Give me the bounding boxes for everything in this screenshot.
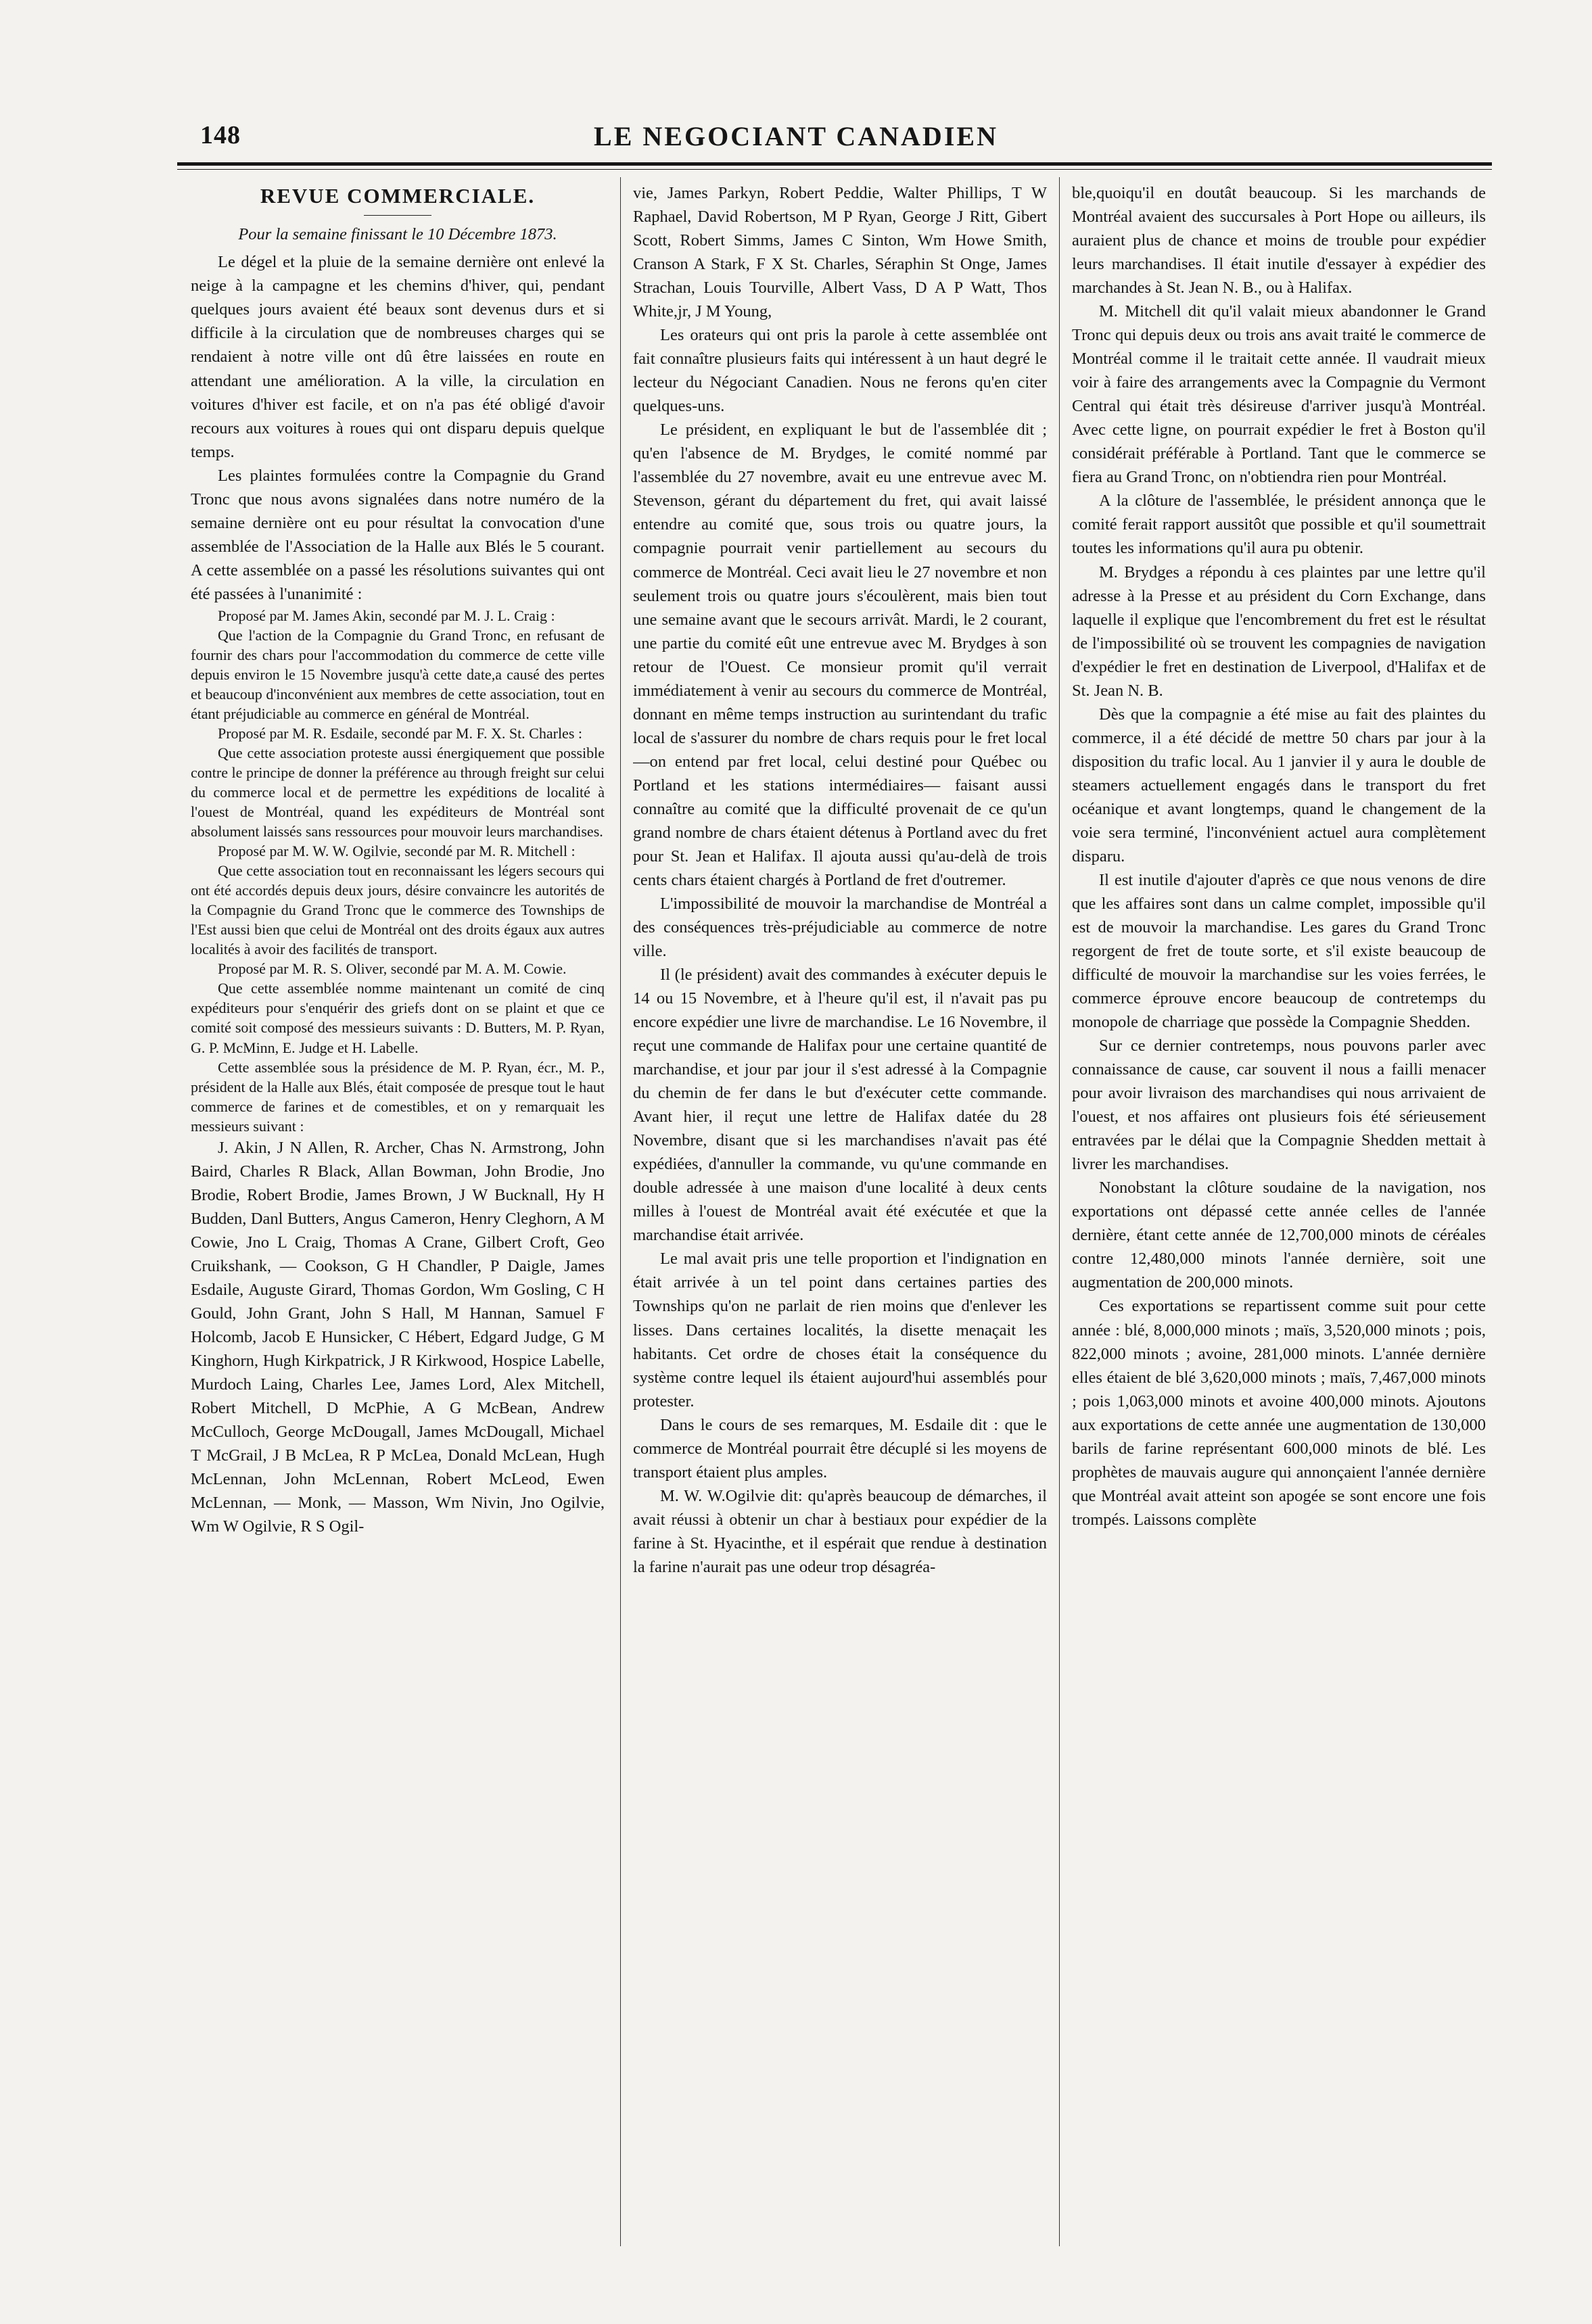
column-2-body xyxy=(633,181,1047,1579)
paragraph: Le dégel et la pluie de la semaine dernière ont enlevé la neige à la campagne et les chemins d'hiver, qui, pendant quelques jours avaient été beaux sont devenus durs et si difficile à la circulation que de nombreuses charges qui se rendaient à notre ville ont dû être laissées en route en attendant une amélioration. A la ville, la circulation en voitures d'hiver est facile, et on n'a pas été obligé d'avoir recours aux voitures à roues qui ont disparu depuis quelque temps. xyxy=(191,253,605,461)
paragraph: Proposé par M. R. Esdaile, secondé par M. F. X. St. Charles : xyxy=(218,725,582,742)
paragraph: Que cette association tout en reconnaissant les légers secours qui ont été accordés depuis deux jours, désire convaincre les autorités de la Compagnie du Grand Tronc que le commerce des Townships de l'Est aussi bien que celui de Montréal ont des droits égaux aux autres localités à avoir des facilités de transport. xyxy=(191,862,605,958)
paragraph: Proposé par M. James Akin, secondé par M. J. L. Craig : xyxy=(218,607,555,624)
paragraph: A la clôture de l'assemblée, le président annonça que le comité ferait rapport aussitôt que possible et qu'il soumettrait toutes les informations qu'il aura pu obtenir. xyxy=(1072,492,1486,558)
page-number: 148 xyxy=(200,121,241,149)
paragraph: Ces exportations se repartissent comme suit pour cette année : blé, 8,000,000 minots ; maïs, 3,520,000 minots ; pois, 822,000 minots ; avoine, 281,000 minots. L'année dernière elles étaient de blé 3,620,000 minots ; maïs, 7,467,000 minots ; pois 1,063,000 minots et avoine 400,000 minots. Ajoutons aux exportations de cette année une augmentation de 130,000 barils de farine représentant 600,000 minots de blé. Les prophètes de mauvais augure qui annonçaient l'année dernière que Montréal avait atteint son apogée se sont encore une fois trompés. Laissons complète xyxy=(1072,1297,1486,1529)
paragraph: Proposé par M. W. W. Ogilvie, secondé par M. R. Mitchell : xyxy=(218,843,576,860)
paragraph: J. Akin, J N Allen, R. Archer, Chas N. Armstrong, John Baird, Charles R Black, Allan Bowman, John Brodie, Jno Brodie, Robert Brodie, James Brown, J W Bucknall, Hy H Budden, Danl Butters, Angus Cameron, Henry Cleghorn, A M Cowie, Jno L Craig, Thomas A Crane, Gilbert Croft, Geo Cruikshank, — Cookson, G H Chandler, P Daigle, James Esdaile, Auguste Girard, Thomas Gordon, Wm Gosling, C H Gould, John Grant, John S Hall, M Hannan, Samuel F Holcomb, Jacob E Hunsicker, C Hébert, Edgard Judge, G M Kinghorn, Hugh Kirkpatrick, J R Kirkwood, Hospice Labelle, Murdoch Laing, Charles Lee, James Lord, Alex Mitchell, Robert Mitchell, D McPhie, A G McBean, Andrew McCulloch, George McDougall, James McDougall, Michael T McGrail, J B McLea, R P McLea, Donald McLean, Hugh McLennan, John McLennan, Robert McLeod, Ewen McLennan, — Monk, — Masson, Wm Nivin, Jno Ogilvie, Wm W Ogilvie, R S Ogil- xyxy=(191,1138,605,1536)
paragraph: vie, James Parkyn, Robert Peddie, Walter Phillips, T W Raphael, David Robertson, M P Ryan, George J Ritt, Gibert Scott, Robert Simms, James C Sinton, Wm Howe Smith, Cranson A Stark, F X St. Charles, Séraphin St Onge, James Strachan, Louis Tourville, Albert Vass, D A P Watt, Thos White,jr, J M Young, xyxy=(633,184,1047,321)
title-rule xyxy=(364,215,431,216)
paragraph: ble,quoiqu'il en doutât beaucoup. Si les marchands de Montréal avaient des succursales à Port Hope ou ailleurs, ils auraient plus de chance et moins de trouble pour expédier leurs marchandises. Il était inutile d'essayer à expédier des marchandes à St. Jean N. B., ou à Halifax. xyxy=(1072,184,1486,298)
paragraph: Dès que la compagnie a été mise au fait des plaintes du commerce, il a été décidé de mettre 50 chars par jour à la disposition du trafic local. Au 1 janvier il y aura le double de steamers actuellement engagés dans le transport du fret océanique et avant longtemps, quand le changement de la voie sera terminé, l'inconvénient actuel aura complètement disparu. xyxy=(1072,705,1486,865)
column-2 xyxy=(633,181,1047,2250)
paragraph: M. W. W.Ogilvie dit: qu'après beaucoup de démarches, il avait réussi à obtenir un char à bestiaux pour expédier de la farine à St. Hyacinthe, et il espérait que rendue à destination la farine n'aurait pas une odeur trop désagréa- xyxy=(633,1486,1047,1576)
column-1-body xyxy=(191,250,605,1538)
paragraph: L'impossibilité de mouvoir la marchandise de Montréal a des conséquences très-préjudiciable au commerce de notre ville. xyxy=(633,894,1047,960)
paragraph: Proposé par M. R. S. Oliver, secondé par M. A. M. Cowie. xyxy=(218,960,567,978)
paragraph: Le mal avait pris une telle proportion et l'indignation en était arrivée à un tel point dans certaines parties des Townships qu'on ne parlait de rien moins que d'enlever les lisses. Dans certaines localités, la disette menaçait les habitants. Cet ordre de choses était la conséquence du système contre lequel ils étaient aujourd'hui assemblés pour protester. xyxy=(633,1250,1047,1410)
paragraph: Sur ce dernier contretemps, nous pouvons parler avec connaissance de cause, car souvent il nous a failli menacer pour avoir livraison des marchandises qui nous arrivaient de l'ouest, et nos affaires ont plusieurs fois été sérieusement entravées par le délai que la Compagnie Shedden mettait à livrer les marchandises. xyxy=(1072,1037,1486,1174)
section-title: REVUE COMMERCIALE. xyxy=(260,184,536,208)
column-3 xyxy=(1072,181,1486,2250)
column-divider xyxy=(620,177,621,2246)
paragraph: Dans le cours de ses remarques, M. Esdaile dit : que le commerce de Montréal pourrait être décuplé si les moyens de transport étaient plus amples. xyxy=(633,1415,1047,1481)
masthead: LE NEGOCIANT CANADIEN xyxy=(594,121,998,151)
paragraph: M. Brydges a répondu à ces plaintes par une lettre qu'il adresse à la Presse et au président du Corn Exchange, dans laquelle il explique que l'encombrement du fret est le résultat de l'impossibilité où se trouvent les compagnies de navigation d'expédier le fret en destination de Liverpool, d'Halifax et de St. Jean N. B. xyxy=(1072,563,1486,700)
dateline: Pour la semaine finissant le 10 Décembre 1873. xyxy=(238,225,557,244)
paragraph: Il (le président) avait des commandes à exécuter depuis le 14 ou 15 Novembre, et à l'heure qu'il est, il n'avait pas pu encore expédier une livre de marchandise. Le 16 Novembre, il reçut une commande de Halifax pour une certaine quantité de marchandise, et jour par jour il s'est adressé à la Compagnie du chemin de fer dans le but d'exécuter cette commande. Avant hier, il reçut une lettre de Halifax datée du 28 Novembre, disant que si les marchandises n'avait pas été expédiées, d'annuller la commande, vu qu'une commande en double adressée à une maison d'une localité à deux cents milles à l'ouest de Montréal avait été exécutée et que la marchandise était arrivée. xyxy=(633,966,1047,1245)
column-3-body xyxy=(1072,181,1486,1532)
paragraph: Le président, en expliquant le but de l'assemblée dit ; qu'en l'absence de M. Brydges, le comité nommé par l'assemblée du 27 novembre, avait eu une entrevue avec M. Stevenson, gérant du département du fret, qui avait laissé entendre au comité que, sous trois ou quatre jours, la compagnie pourrait venir partiellement au secours du commerce de Montréal. Ceci avait lieu le 27 novembre et non seulement trois ou quatre jours s'écoulèrent, mais bien tout une semaine avant que le secours arrivât. Mardi, le 2 courant, une partie du comité eût une entrevue avec M. Brydges à son retour de l'Ouest. Ce monsieur promit qu'il verrait immédiatement à venir au secours du commerce de Montréal, donnant en même temps instruction au surintendant du trafic local de s'assurer du nombre de chars requis pour le fret local—on entend par fret local, celui destiné pour Québec ou Portland et les stations intermédiaires— faisant aussi connaître au comité que la difficulté provenait de ce qu'un grand nombre de chars étaient détenus à Portland avec du fret pour St. Jean et Halifax. Il ajouta aussi qu'au-delà de trois cents chars étaient chargés à Portland de fret d'outremer. xyxy=(633,421,1047,889)
paragraph: Que cette assemblée nomme maintenant un comité de cinq expéditeurs pour s'enquérir des griefs dont on se plaint et que ce comité soit composé des messieurs suivants : D. Butters, M. P. Ryan, G. P. McMinn, E. Judge et H. Labelle. xyxy=(191,980,605,1056)
paragraph: Que cette association proteste aussi énergiquement que possible contre le principe de donner la préférence au through freight sur celui du commerce local et de permettre les expéditions de localité à l'ouest de Montréal, quand les expéditeurs de Montréal sont absolument laissés sans ressources pour mouvoir leurs marchandises. xyxy=(191,744,605,840)
paragraph: Que l'action de la Compagnie du Grand Tronc, en refusant de fournir des chars pour l'accommodation du commerce de cette ville depuis environ le 15 Novembre jusqu'à cette date,a causé des pertes et beaucoup d'inconvénient aux membres de cette association, tout en étant préjudiciable au commerce en général de Montréal. xyxy=(191,626,605,722)
header-rule-thin xyxy=(177,169,1492,170)
paragraph: Nonobstant la clôture soudaine de la navigation, nos exportations ont dépassé cette année celles de l'année dernière, étant cette année de 12,700,000 minots de céréales contre 12,480,000 minots l'année dernière, soit une augmentation de 200,000 minots. xyxy=(1072,1179,1486,1292)
paragraph: M. Mitchell dit qu'il valait mieux abandonner le Grand Tronc qui depuis deux ou trois ans avait traité le commerce de Montréal comme il le traitait cette année. Il vaudrait mieux voir à faire des arrangements avec la Compagnie du Vermont Central qui était très désireuse d'arriver jusqu'à Montréal. Avec cette ligne, on pourrait expédier le fret à Boston qu'il considérait préférable à Portland. Tant que le commerce se fiera au Grand Tronc, on n'obtiendra rien pour Montréal. xyxy=(1072,302,1486,487)
paragraph: Il est inutile d'ajouter d'après ce que nous venons de dire que les affaires sont dans un calme complet, impossible qu'il est de mouvoir la marchandise. Les gares du Grand Tronc regorgent de fret de toute sorte, et s'il existe beaucoup de difficulté de mouvoir la marchandise sur les voies ferrées, le commerce éprouve encore beaucoup de contretemps du monopole de charriage que possède la Compagnie Shedden. xyxy=(1072,870,1486,1032)
column-divider xyxy=(1059,177,1060,2246)
paragraph: Les orateurs qui ont pris la parole à cette assemblée ont fait connaître plusieurs faits qui intéressent à un haut degré le lecteur du Négociant Canadien. Nous ne ferons qu'en citer quelques-uns. xyxy=(633,326,1047,416)
header-rule xyxy=(177,162,1492,166)
paragraph: Les plaintes formulées contre la Compagnie du Grand Tronc que nous avons signalées dans notre numéro de la semaine dernière ont eu pour résultat la convocation d'une assemblée de l'Association de la Halle aux Blés le 5 courant. A cette assemblée on a passé les résolutions suivantes qui ont été passées à l'unanimité : xyxy=(191,466,605,603)
column-1 xyxy=(191,181,605,2250)
paragraph: Cette assemblée sous la présidence de M. P. Ryan, écr., M. P., président de la Halle aux Blés, était composée de presque tout le haut commerce de farines et de comestibles, et on y remarquait les messieurs suivant : xyxy=(191,1058,605,1135)
